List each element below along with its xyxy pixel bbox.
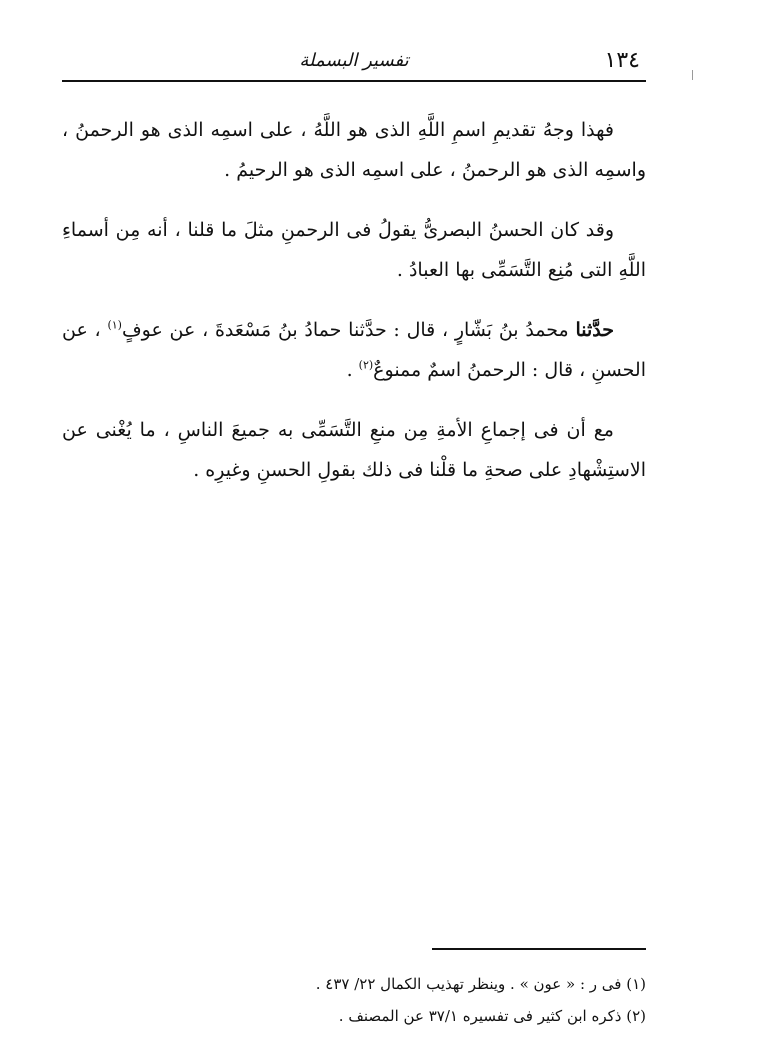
footnote-marker-2: (٢)	[358, 358, 374, 372]
page-header-title: تفسير البسملة	[299, 50, 409, 71]
paragraph-3-text-c: .	[346, 359, 359, 381]
footnote-1: (١) فى ر : « عون » . وينظر تهذيب الكمال ٢٢/ ٤٣٧ .	[315, 975, 646, 993]
page-number: ١٣٤	[604, 48, 640, 73]
footnote-marker-1: (١)	[107, 318, 122, 332]
book-page	[62, 40, 646, 1040]
footnote-2: (٢) ذكره ابن كثير فى تفسيره ٣٧/١ عن المصنف .	[338, 1007, 646, 1025]
paragraph-3	[62, 310, 646, 390]
footnotes	[62, 968, 646, 1032]
isnad-lead-word: حدَّثنا	[575, 319, 615, 341]
margin-mark	[692, 70, 693, 80]
paragraph-4-text: مع أن فى إجماعِ الأمةِ مِن منعِ التَّسَمِّى به جميعَ الناسِ ، ما يُغْنى عن الاستِشْهادِ على صحةِ ما قلْنا فى ذلك بقولِ الحسنِ وغيرِه .	[62, 419, 646, 481]
footnote-divider	[432, 948, 646, 950]
paragraph-2	[62, 210, 646, 290]
paragraph-3-text-b: ، عن الحسنِ ، قال : الرحمنُ اسمٌ ممنوعٌ	[62, 319, 646, 381]
paragraph-3-text-a: محمدُ بنُ بَشّارٍ ، قال : حدَّثنا حمادُ بنُ مَسْعَدةَ ، عن عوفٍ	[121, 319, 576, 341]
paragraph-1-text: فهذا وجهُ تقديمِ اسمِ اللَّهِ الذى هو اللَّهُ ، على اسمِه الذى هو الرحمنُ ، واسمِه الذى هو الرحمنُ ، على اسمِه الذى هو الرحيمُ .	[62, 119, 646, 181]
paragraph-2-text: وقد كان الحسنُ البصرىُّ يقولُ فى الرحمنِ مثلَ ما قلنا ، أنه مِن أسماءِ اللَّهِ التى مُنِع التَّسَمِّى بها العبادُ .	[62, 219, 646, 281]
body-text	[62, 110, 646, 490]
running-head	[62, 40, 646, 82]
paragraph-4	[62, 410, 646, 490]
paragraph-1	[62, 110, 646, 190]
